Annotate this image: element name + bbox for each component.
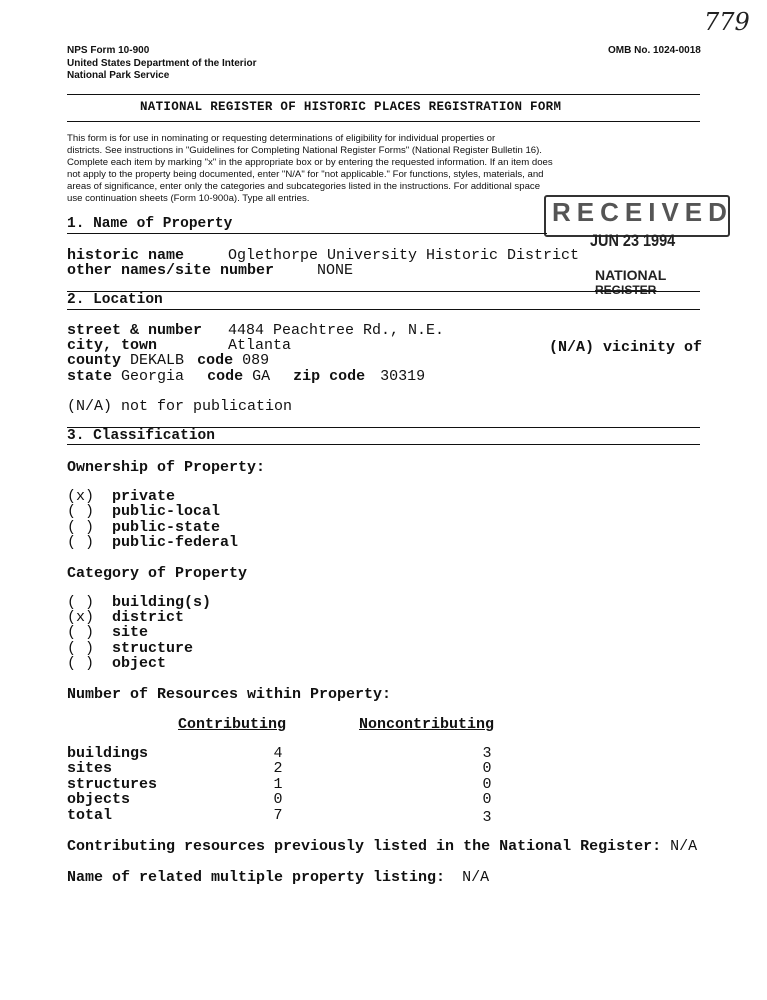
list-item [67, 595, 211, 610]
state-label: state [67, 368, 113, 385]
list-item [67, 656, 211, 671]
table-row [67, 746, 527, 761]
service-name: National Park Service [67, 70, 170, 81]
city-value: Atlanta [228, 337, 292, 354]
handwritten-page-mark: 779 [704, 8, 750, 36]
list-item [67, 535, 238, 550]
ownership-list [67, 489, 238, 550]
checkbox-mark: ( ) [67, 518, 95, 536]
option-label: private [112, 488, 176, 505]
row-label: buildings [67, 745, 149, 762]
section-1-rule [67, 233, 547, 234]
contributing-count: 2 [273, 760, 283, 778]
list-item [67, 520, 238, 535]
city-label: city, town [67, 337, 158, 354]
checkbox-mark: ( ) [67, 503, 95, 521]
state-value: Georgia [121, 368, 185, 385]
form-title: NATIONAL REGISTER OF HISTORIC PLACES REGISTRATION FORM [140, 100, 562, 114]
noncontributing-count: 3 [482, 745, 492, 762]
col-noncontributing-header: Noncontributing [359, 716, 495, 733]
list-item [67, 625, 211, 640]
instruction-line: This form is for use in nominating or requesting determinations of eligibility for individual properties or [67, 133, 496, 144]
checkbox-mark: ( ) [67, 533, 95, 551]
checkbox-mark: ( ) [67, 594, 95, 611]
noncontributing-count: 0 [482, 775, 492, 793]
state-code-value: GA [252, 368, 271, 385]
option-label: public-local [112, 503, 221, 521]
stamp-national: NATIONAL [595, 267, 667, 283]
street-value: 4484 Peachtree Rd., N.E. [228, 322, 445, 339]
multiple-listing-label: Name of related multiple property listing: [67, 869, 446, 886]
county-code-value: 089 [242, 352, 270, 369]
table-row [67, 761, 527, 776]
previously-listed-label: Contributing resources previously listed in the National Register: [67, 838, 662, 855]
table-row [67, 777, 527, 792]
section-1-heading: 1. Name of Property [67, 216, 233, 232]
omb-number: OMB No. 1024-0018 [608, 45, 701, 56]
resources-heading: Number of Resources within Property: [67, 686, 392, 703]
other-names-label: other names/site number [67, 262, 275, 279]
instruction-line: Complete each item by marking "x" in the appropriate box or by entering the requested information. If an item does [67, 157, 553, 169]
section-2-heading: 2. Location [67, 292, 163, 308]
contributing-count: 4 [273, 745, 283, 762]
department-name: United States Department of the Interior [67, 58, 257, 69]
county-value: DEKALB [130, 352, 185, 369]
instruction-line: not apply to the property being documented, enter "N/A" for "not applicable." For functions, styles, materials, and [67, 169, 544, 181]
previously-listed-value: N/A [670, 838, 698, 855]
state-code-label: code [207, 368, 244, 385]
checkbox-mark: (x) [67, 488, 95, 505]
category-heading: Category of Property [67, 565, 248, 582]
list-item [67, 504, 238, 519]
vicinity-of: (N/A) vicinity of [549, 339, 703, 356]
row-label: objects [67, 791, 131, 809]
table-row [67, 792, 527, 807]
checkbox-mark: ( ) [67, 654, 95, 672]
street-label: street & number [67, 322, 203, 339]
multiple-listing-value: N/A [462, 869, 490, 886]
contributing-count: 0 [273, 791, 283, 809]
title-rule-bottom [67, 121, 700, 122]
resources-table [67, 745, 527, 826]
section-3-rule [67, 444, 700, 445]
row-label: total [67, 806, 113, 824]
form-number: NPS Form 10-900 [67, 45, 150, 56]
instruction-line: districts. See instructions in "Guidelines for Completing National Register Forms" (National Register Bulletin 16). [67, 145, 542, 157]
previously-listed-row [67, 838, 697, 855]
list-item [67, 489, 238, 504]
list-item [67, 610, 211, 625]
checkbox-mark: (x) [67, 609, 95, 627]
historic-name-value: Oglethorpe University Historic District [228, 247, 580, 264]
county-row [67, 352, 269, 369]
option-label: district [112, 609, 185, 627]
contributing-count: 7 [273, 806, 283, 824]
county-code-label: code [197, 352, 234, 369]
noncontributing-count: 3 [482, 808, 492, 826]
stamp-register: REGISTER [595, 283, 657, 297]
not-for-publication: (N/A) not for publication [67, 398, 293, 415]
category-list [67, 595, 211, 671]
noncontributing-count: 0 [482, 760, 492, 778]
county-label: county [67, 352, 122, 369]
option-label: object [112, 654, 167, 672]
zip-value: 30319 [380, 368, 426, 385]
other-names-value: NONE [317, 262, 354, 279]
col-contributing-header: Contributing [178, 716, 287, 733]
checkbox-mark: ( ) [67, 624, 95, 642]
option-label: public-state [112, 518, 221, 536]
row-label: sites [67, 760, 113, 778]
option-label: building(s) [112, 594, 212, 611]
historic-name-label: historic name [67, 247, 185, 264]
section-3-heading: 3. Classification [67, 428, 215, 444]
instruction-line: use continuation sheets (Form 10-900a). Type all entries. [67, 193, 310, 205]
option-label: structure [112, 639, 194, 657]
list-item [67, 641, 211, 656]
ownership-heading: Ownership of Property: [67, 459, 266, 476]
multiple-listing-row [67, 869, 489, 886]
table-row [67, 806, 527, 826]
stamp-received-text: RECEIVED [552, 197, 733, 227]
zip-label: zip code [293, 368, 366, 385]
section-2-rule [67, 309, 700, 310]
title-rule-top [67, 94, 700, 95]
stamp-date: JUN 23 1994 [590, 231, 676, 250]
contributing-count: 1 [273, 775, 283, 793]
instruction-line: areas of significance, enter only the categories and subcategories listed in the instructions. For additional space [67, 181, 541, 193]
row-label: structures [67, 775, 158, 793]
checkbox-mark: ( ) [67, 639, 95, 657]
option-label: site [112, 624, 149, 642]
state-row [67, 368, 425, 385]
noncontributing-count: 0 [482, 791, 492, 809]
option-label: public-federal [112, 533, 239, 551]
